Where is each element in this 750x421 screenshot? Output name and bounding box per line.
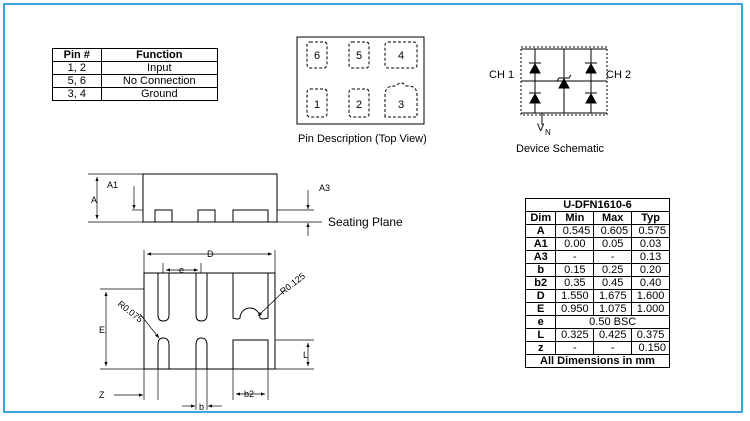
- dim-table-cell: A3: [526, 251, 556, 264]
- top-pin-label: 4: [397, 50, 405, 62]
- r0075-label: R0.075: [115, 298, 145, 325]
- dim-table-cell: b2: [526, 277, 556, 290]
- dim-table-header-min: Min: [556, 212, 594, 225]
- dim-table-row: [526, 238, 670, 251]
- dim-table-cell: 0.40: [632, 277, 670, 290]
- top-view-caption: Pin Description (Top View): [298, 133, 427, 145]
- dim-table-cell: 0.325: [556, 329, 594, 342]
- top-pin-label: 1: [313, 99, 321, 111]
- dim-table-row: [526, 277, 670, 290]
- dim-table-cell: -: [556, 251, 594, 264]
- dim-table-row: [526, 290, 670, 303]
- dim-table-row: [526, 316, 670, 329]
- dim-table-cell: 0.13: [632, 251, 670, 264]
- dim-table-cell: 1.600: [632, 290, 670, 303]
- dim-table-cell: 0.150: [632, 342, 670, 355]
- side-view-body: [143, 174, 277, 222]
- dimension-table: [525, 198, 670, 368]
- vn-label: V: [537, 122, 545, 134]
- dim-table-header-max: Max: [594, 212, 632, 225]
- dim-table-row: [526, 342, 670, 355]
- dim-l-label: L: [303, 350, 309, 360]
- dim-b-label: b: [199, 402, 205, 412]
- schematic-caption: Device Schematic: [516, 143, 605, 155]
- pin-table-cell: 3, 4: [53, 88, 102, 101]
- zener-diode-icon: [559, 79, 569, 88]
- dim-table-cell: 0.375: [632, 329, 670, 342]
- dim-table-cell: 0.20: [632, 264, 670, 277]
- dim-table-cell: z: [526, 342, 556, 355]
- dim-table-cell: E: [526, 303, 556, 316]
- dim-table-cell: 0.50 BSC: [556, 316, 670, 329]
- dim-table-cell: -: [556, 342, 594, 355]
- top-pin-label: 6: [313, 50, 321, 62]
- dim-d-label: D: [207, 249, 214, 259]
- dim-a3-label: A3: [319, 183, 331, 193]
- dim-table-cell: 0.05: [594, 238, 632, 251]
- bottom-pad-2: [196, 338, 207, 369]
- dim-table-cell: 0.25: [594, 264, 632, 277]
- bottom-pad-4: [233, 273, 268, 319]
- top-pin-label: 2: [355, 99, 363, 111]
- dim-table-row: [526, 303, 670, 316]
- pin-table-header-pin: Pin #: [53, 49, 102, 62]
- dim-table-cell: 1.075: [594, 303, 632, 316]
- dim-table-cell: 0.605: [594, 225, 632, 238]
- dim-table-title-row: [526, 199, 670, 212]
- dim-z-label: Z: [99, 390, 105, 400]
- dim-table-header-typ: Typ: [632, 212, 670, 225]
- dim-table-cell: -: [594, 251, 632, 264]
- side-pad: [233, 210, 268, 222]
- dim-big-e-label: E: [99, 325, 106, 335]
- diode-icon: [530, 64, 540, 73]
- dim-table-cell: A1: [526, 238, 556, 251]
- bottom-pad-5: [196, 273, 207, 321]
- pin-table-cell: 1, 2: [53, 62, 102, 75]
- dim-table-header-row: [526, 212, 670, 225]
- diode-icon: [586, 94, 596, 103]
- ch2-label: CH 2: [606, 69, 632, 81]
- bottom-pad-3: [233, 340, 268, 369]
- dim-table-cell: 0.950: [556, 303, 594, 316]
- bottom-pad-1: [158, 338, 169, 369]
- dim-b2-label: b2: [244, 389, 255, 399]
- dim-table-cell: D: [526, 290, 556, 303]
- dim-table-footer: All Dimensions in mm: [526, 355, 670, 368]
- dim-e-label: e: [179, 265, 185, 275]
- dim-table-row: [526, 264, 670, 277]
- dim-table-cell: 1.000: [632, 303, 670, 316]
- bottom-view: [100, 250, 314, 410]
- r0125-label: R0.125: [278, 270, 308, 297]
- dim-a-label: A: [91, 195, 98, 205]
- diode-icon: [530, 94, 540, 103]
- top-pin-label: 3: [397, 99, 405, 111]
- dim-table-cell: -: [594, 342, 632, 355]
- dim-table-row: [526, 225, 670, 238]
- dim-table-cell: 0.00: [556, 238, 594, 251]
- bottom-pad-6: [158, 273, 169, 321]
- dim-table-footer-row: [526, 355, 670, 368]
- dim-table-cell: 0.15: [556, 264, 594, 277]
- dim-table-cell: 0.03: [632, 238, 670, 251]
- dim-table-cell: 0.35: [556, 277, 594, 290]
- diode-icon: [586, 64, 596, 73]
- top-pin-label: 5: [355, 50, 363, 62]
- seating-plane-label: Seating Plane: [328, 215, 403, 229]
- side-view: [88, 174, 322, 236]
- dim-table-header-dim: Dim: [526, 212, 556, 225]
- dim-table-title: U-DFN1610-6: [526, 199, 670, 212]
- pin-table-cell: No Connection: [101, 75, 217, 88]
- dim-a1-label: A1: [107, 180, 119, 190]
- dim-table-row: [526, 329, 670, 342]
- dim-table-cell: 0.45: [594, 277, 632, 290]
- dim-table-cell: 1.550: [556, 290, 594, 303]
- side-pad: [155, 210, 172, 222]
- pin-table-cell: Ground: [101, 88, 217, 101]
- dim-table-cell: 0.575: [632, 225, 670, 238]
- dim-table-row: [526, 251, 670, 264]
- dim-table-cell: 1.675: [594, 290, 632, 303]
- dim-table-cell: A: [526, 225, 556, 238]
- ch1-label: CH 1: [489, 69, 515, 81]
- dim-table-cell: b: [526, 264, 556, 277]
- pin-table-cell: Input: [101, 62, 217, 75]
- pin-table-cell: 5, 6: [53, 75, 102, 88]
- dim-table-cell: 0.425: [594, 329, 632, 342]
- side-pad: [198, 210, 215, 222]
- dim-table-cell: L: [526, 329, 556, 342]
- vn-subscript: N: [545, 128, 551, 137]
- pin-table-header-function: Function: [101, 49, 217, 62]
- dim-table-cell: e: [526, 316, 556, 329]
- dim-table-cell: 0.545: [556, 225, 594, 238]
